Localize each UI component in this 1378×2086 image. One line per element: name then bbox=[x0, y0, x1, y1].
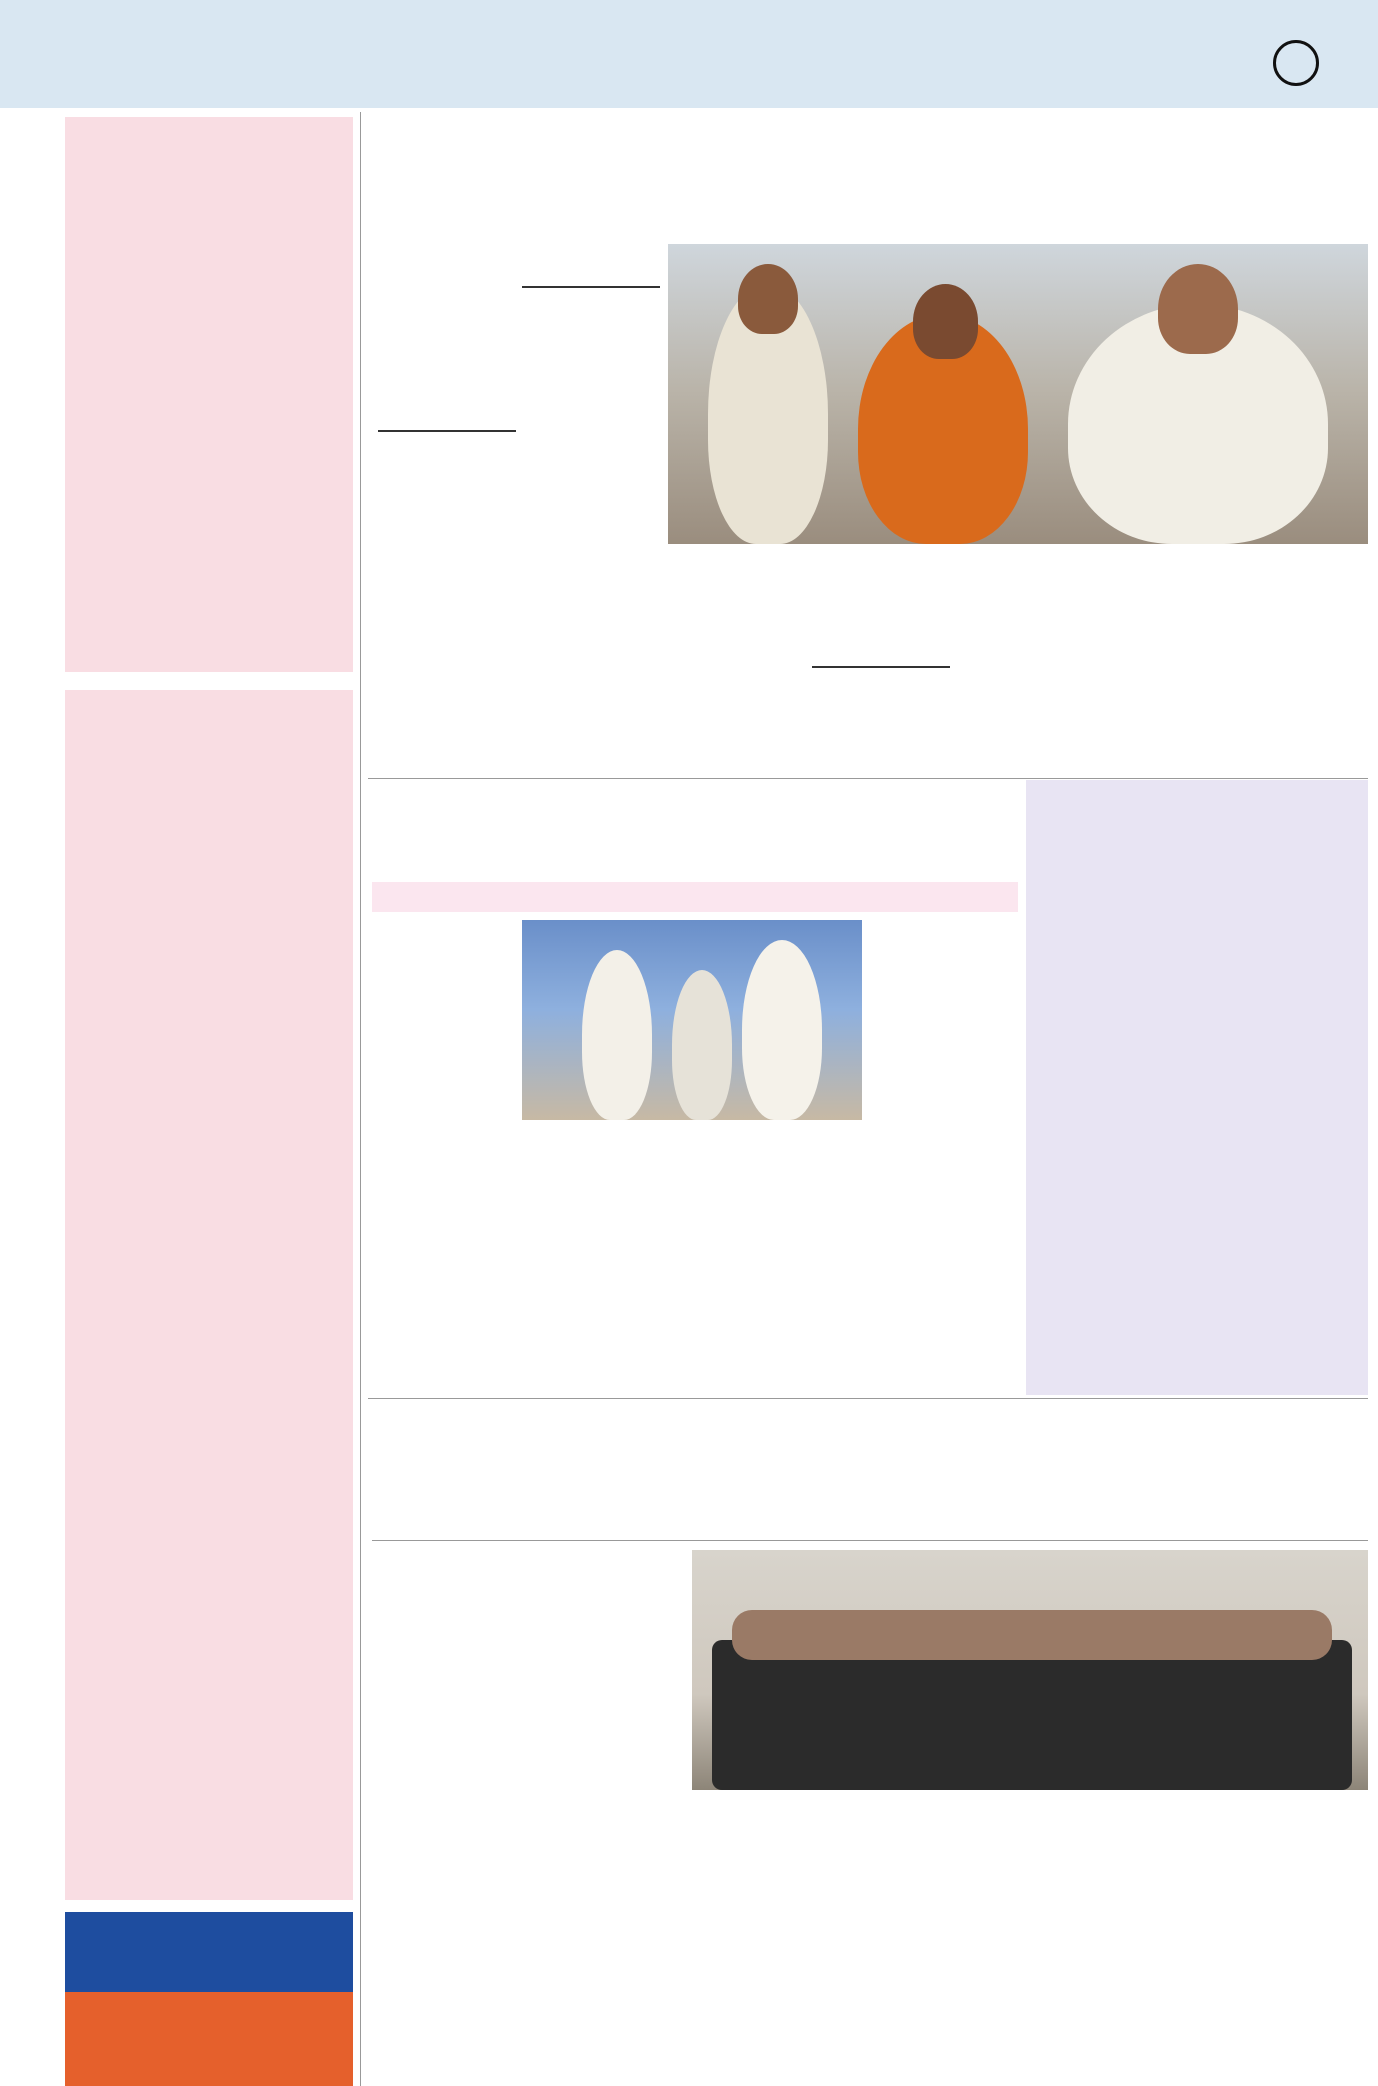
main-col1b bbox=[378, 470, 516, 770]
green-photo-person-3 bbox=[742, 940, 822, 1120]
main-headline bbox=[372, 112, 1372, 174]
page-number bbox=[1273, 40, 1319, 86]
green-col4 bbox=[868, 920, 1020, 1390]
main-subhead-b bbox=[522, 284, 660, 288]
divider-main bbox=[368, 778, 1368, 779]
left-story1-col1 bbox=[70, 245, 208, 670]
judges-col4 bbox=[862, 1796, 1017, 1886]
green-col3 bbox=[693, 1124, 858, 1390]
left-story1-header bbox=[65, 117, 353, 242]
main-col1 bbox=[378, 244, 516, 422]
green-banner bbox=[372, 882, 1018, 912]
main-col2 bbox=[522, 244, 660, 280]
green-photo-person-2 bbox=[672, 970, 732, 1120]
main-col2c bbox=[522, 548, 660, 770]
main-subhead-a bbox=[378, 428, 516, 432]
main-col2b bbox=[522, 326, 660, 542]
divider-judges-2 bbox=[372, 1540, 1368, 1541]
main-col5 bbox=[956, 550, 1094, 770]
judges-col6 bbox=[1186, 1796, 1366, 1886]
main-col4 bbox=[812, 550, 950, 660]
masthead-bar bbox=[0, 0, 1378, 108]
vipaksh-col2 bbox=[1200, 878, 1364, 1388]
photo-head-3 bbox=[1158, 264, 1238, 354]
main-subhead-c bbox=[812, 664, 950, 668]
vastu-ad bbox=[368, 1895, 1368, 2075]
green-col2 bbox=[522, 1124, 687, 1390]
main-col4b bbox=[812, 708, 950, 770]
green-col1 bbox=[378, 920, 516, 1390]
judges-photo-faces bbox=[732, 1610, 1332, 1660]
vipaksh-col1 bbox=[1030, 878, 1194, 1388]
column-divider bbox=[360, 112, 361, 2086]
main-photo bbox=[668, 244, 1368, 544]
green-photo-person-1 bbox=[582, 950, 652, 1120]
judges-col1 bbox=[380, 1550, 528, 1880]
judges-photo bbox=[692, 1550, 1368, 1790]
main-col3 bbox=[668, 550, 806, 770]
green-photo bbox=[522, 920, 862, 1120]
rent-ad-mid-box bbox=[65, 1992, 353, 2086]
judges-col5 bbox=[1024, 1796, 1179, 1886]
left-story2-col1 bbox=[70, 918, 210, 1898]
left-story2-col2 bbox=[215, 860, 350, 1898]
photo-head-1 bbox=[738, 264, 798, 334]
left-story1-title bbox=[65, 117, 353, 129]
judges-col3 bbox=[700, 1796, 855, 1886]
left-story1-col2 bbox=[213, 245, 351, 670]
photo-head-2 bbox=[913, 284, 978, 359]
divider-judges bbox=[368, 1398, 1368, 1399]
judges-photo-group bbox=[712, 1640, 1352, 1790]
main-col6 bbox=[1100, 550, 1238, 770]
judges-col2 bbox=[536, 1550, 684, 1880]
